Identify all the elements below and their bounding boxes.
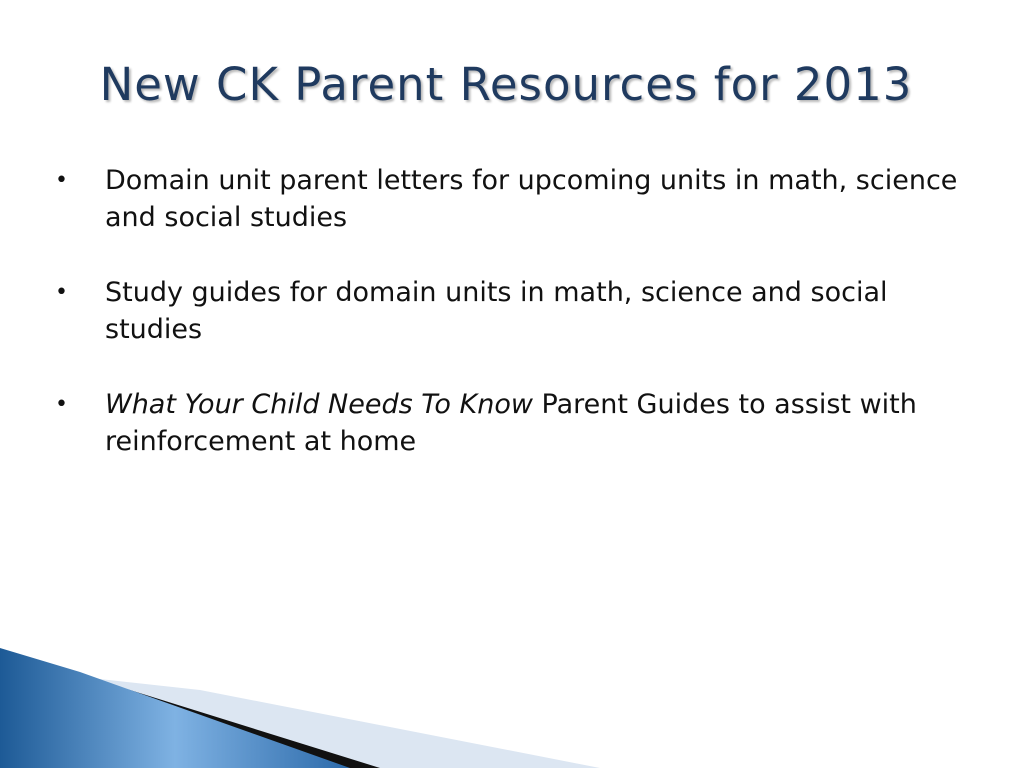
bullet-item [55,274,985,348]
book-title: What Your Child Needs To Know [105,389,533,420]
bullet-item [55,386,985,460]
blue-swoosh [0,648,350,768]
bullet-marker: • [55,392,68,417]
bullet-text: Domain unit parent letters for upcoming units in math, science and social studies [105,165,958,233]
slide-title: New CK Parent Resources for 2013 [99,58,913,111]
bullet-marker: • [55,280,68,305]
bullet-list [55,162,985,498]
bullet-text: Parent Guides to assist with reinforcement at home [105,389,917,457]
bullet-marker: • [55,168,68,193]
bullet-item [55,162,985,236]
bullet-text: Study guides for domain units in math, science and social studies [105,277,888,345]
